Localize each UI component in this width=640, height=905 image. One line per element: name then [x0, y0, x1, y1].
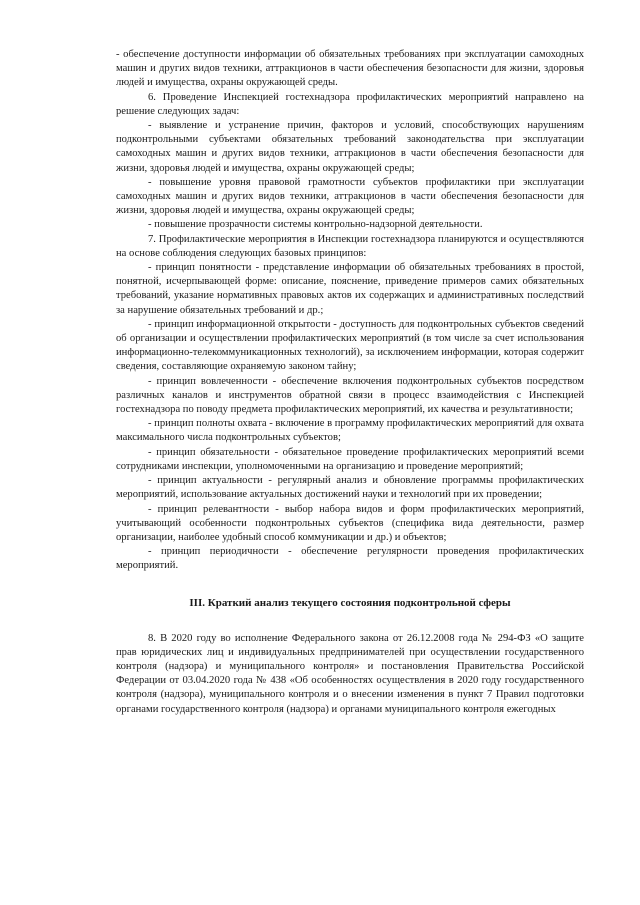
paragraph: - принцип понятности - представление информации об обязательных требованиях в простой, понятной, исчерпывающей форме: описание, пояснение, приведение примеров самих обязательных требований, указание нормативных правовых актов их содержащих и административных последствий за нарушение обязательных требований и др.; [116, 262, 584, 316]
paragraph: - выявление и устранение причин, факторов и условий, способствующих нарушениям подконтрольными субъектами обязательных требований законодательства при эксплуатации самоходных машин и других видов техники, аттракционов в части обеспечения безопасности для жизни, здоровья людей и имущества, охраны окружающей среды; [116, 120, 584, 174]
paragraph: 6. Проведение Инспекцией гостехнадзора профилактических мероприятий направлено на решение следующих задач: [116, 91, 584, 117]
paragraph: - обеспечение доступности информации об обязательных требованиях при эксплуатации самоходных машин и других видов техники, аттракционов в части обеспечения безопасности для жизни, здоровья людей и имущества, охраны окружающей среды. [116, 49, 584, 89]
paragraph: - принцип информационной открытости - доступность для подконтрольных субъектов сведений об организации и осуществлении профилактических мероприятий (в том числе за счет использования информационно-телекоммуникационных технологий), за исключением информации, которая содержит сведения, составляющие охраняемую законом тайну; [116, 318, 584, 373]
paragraph: - принцип вовлеченности - обеспечение включения подконтрольных субъектов посредством различных каналов и инструментов обратной связи в процесс взаимодействия с Инспекцией гостехнадзора по поводу предмета профилактических мероприятий, их качества и результативности; [116, 375, 584, 416]
paragraph: - принцип периодичности - обеспечение регулярности проведения профилактических мероприятий. [116, 546, 584, 572]
paragraph: - повышение прозрачности системы контрольно-надзорной деятельности. [148, 219, 483, 231]
paragraph: - принцип обязательности - обязательное проведение профилактических мероприятий всеми сотрудниками инспекции, уполномоченными на организацию и проведение мероприятий; [116, 446, 584, 472]
paragraph: - принцип релевантности - выбор набора видов и форм профилактических мероприятий, учитывающий особенности подконтрольных субъектов (специфика вида деятельности, размер организации, наиболее удобный способ коммуникации и др.) и объектов; [116, 503, 584, 543]
section-heading: III. Краткий анализ текущего состояния подконтрольной сферы [189, 596, 511, 609]
paragraph: 7. Профилактические мероприятия в Инспекции гостехнадзора планируются и осуществляются на основе соблюдения следующих базовых принципов: [116, 233, 584, 259]
paragraph: 8. В 2020 году во исполнение Федерального закона от 26.12.2008 года № 294-ФЗ «О защите прав юридических лиц и индивидуальных предпринимателей при осуществлении государственного контроля (надзора) и муниципального контроля» и постановления Правительства Российской Федерации от 03.04.2020 года № 438 «Об особенностях осуществления в 2020 году государственного контроля (надзора), муниципального контроля и о внесении изменения в пункт 7 Правил подготовки органами государственного контроля (надзора) и органами муниципального контроля ежегодных [116, 632, 584, 715]
paragraph: - повышение уровня правовой грамотности субъектов профилактики при эксплуатации самоходных машин и других видов техники, аттракционов в части обеспечения безопасности для жизни, здоровья людей и имущества, охраны окружающей среды; [116, 176, 584, 217]
paragraph: - принцип полноты охвата - включение в программу профилактических мероприятий для охвата максимального числа подконтрольных субъектов; [116, 418, 584, 444]
paragraph: - принцип актуальности - регулярный анализ и обновление программы профилактических мероприятий, использование актуальных достижений науки и технологий при их проведении; [116, 475, 584, 501]
